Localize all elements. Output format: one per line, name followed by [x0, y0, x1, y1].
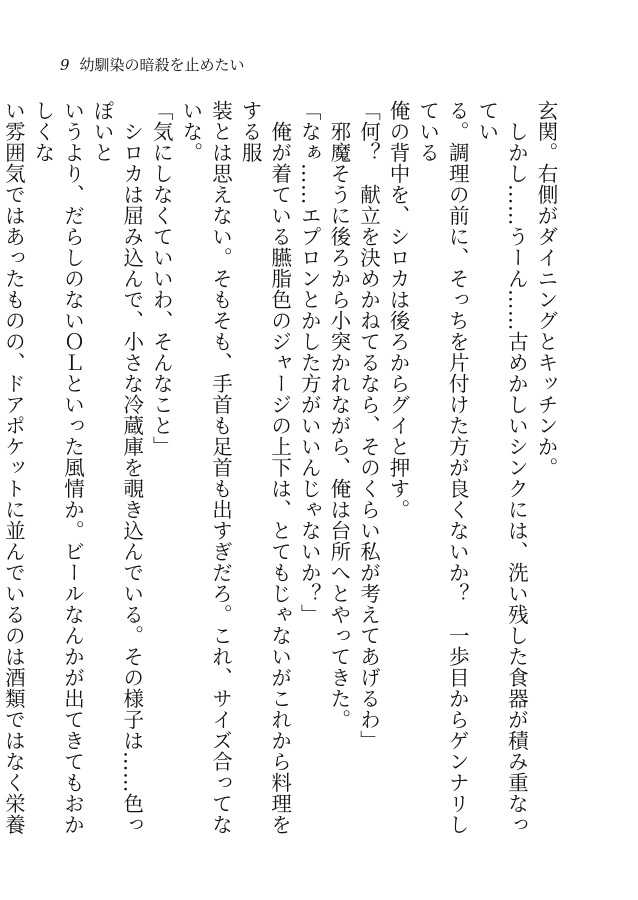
text-line: 「気にしなくていいわ、そんなこと」	[149, 100, 174, 457]
text-line: シロカは屈み込んで、小さな冷蔵庫を覗き込んでいる。その様子は……色っぽいと	[90, 100, 144, 835]
text-line: 俺が着ている臙脂色のジャージの上下は、とてもじゃないがこれから料理をする服	[238, 100, 292, 835]
vertical-text-body	[0, 100, 560, 840]
text-line: る。調理の前に、そっちを片付けた方が良くないか？ 一歩目からゲンナリしている	[415, 100, 470, 835]
text-line: 玄関。右側がダイニングとキッチンか。	[534, 100, 558, 478]
running-header	[60, 56, 245, 74]
text-line: いうより、だらしのないＯＬといった風情か。ビールなんかが出てきてもおかしくな	[30, 100, 85, 835]
text-line: い雰囲気ではあったものの、ドアポケットに並んでいるのは酒類ではなく栄養	[1, 100, 26, 835]
page-number: 9	[60, 56, 70, 74]
text-line: 俺の背中を、シロカは後ろからグイと押す。	[386, 100, 411, 520]
text-line: 邪魔そうに後ろから小突かれながら、俺は台所へとやってきた。	[326, 100, 351, 730]
text-line: 「何？ 献立を決めかねてるなら、そのくらい私が考えてあげるわ」	[356, 100, 381, 751]
text-line: 「なぁ……エプロンとかした方がいいんじゃないか？」	[297, 100, 322, 625]
text-line: しかし……うーん……古めかしいシンクには、洗い残した食器が積み重なってい	[474, 100, 529, 835]
text-line: 装とは思えない。そもそも、手首も足首も出すぎだろ。これ、サイズ合ってないな。	[178, 100, 233, 835]
book-title: 幼馴染の暗殺を止めたい	[79, 56, 245, 74]
